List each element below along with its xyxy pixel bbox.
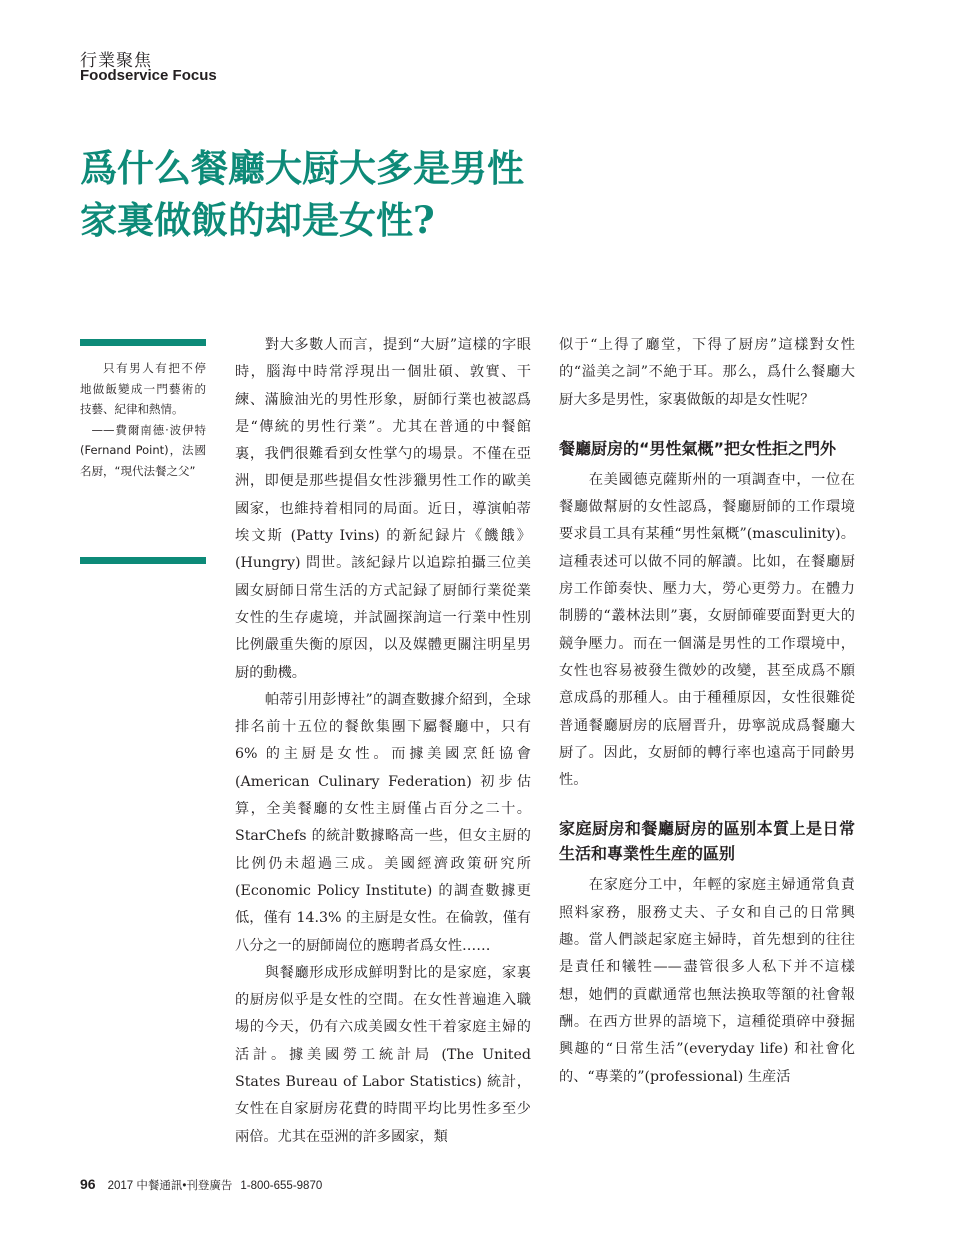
pull-quote-attribution: ——費爾南德·波伊特 (Fernand Point)，法國名厨，“現代法餐之父” [80,422,206,478]
title-line-1: 爲什么餐廳大厨大多是男性 [80,146,524,190]
paragraph: 在家庭分工中，年輕的家庭主婦通常負責照料家務，服務丈夫、子女和自己的日常興趣。當人們談起家庭主婦時，首先想到的往往是責任和犧牲——盡管很多人私下并不這樣想，她們的貢獻通常也無法换取等額的社會報酬。在西方世界的語境下，這種從瑣碎中發掘興趣的“日常生活”(everyday life) 和社會化的、“專業的”(professional) 生産活 [559,877,855,1085]
article-column-2 [559,332,855,1091]
pull-quote-text: 只有男人有把不停地做飯變成一門藝術的技藝、紀律和熱情。 [80,361,206,416]
section-heading: 家庭厨房和餐廳厨房的區别本質上是日常生活和專業性生産的區别 [559,819,855,864]
page-footer [80,1176,322,1193]
section-label-chinese: 行業聚焦 [80,51,152,71]
paragraph: 與餐廳形成形成鮮明對比的是家庭，家裏的厨房似乎是女性的空間。在女性普遍進入職場的今天，仍有六成美國女性干着家庭主婦的活計。據美國勞工統計局 (The United States Bureau of Labor Statistics) 統計，女性在自家厨房花費的時間平均比男性多至少兩倍。尤其在亞洲的許多國家，類 [235,964,531,1145]
paragraph: 對大多數人而言，提到“大厨”這樣的字眼時，腦海中時常浮現出一個壯碩、敦實、干練、滿臉油光的男性形象，厨師行業也被認爲是“傳統的男性行業”。尤其在普通的中餐館裏，我們很難看到女性掌勺的場景。不僅在亞洲，即便是那些提倡女性涉獵男性工作的歐美國家，也維持着相同的局面。近日，導演帕蒂 埃文斯 (Patty Ivins) 的新紀録片《饑餓》(Hungry) 問世。該紀録片以追踪拍攝三位美國女厨師日常生活的方式記録了厨師行業從業女性的生存處境，并試圖探詢這一行業中性別比例嚴重失衡的原因，以及媒體更關注明星男厨的動機。 [235,337,531,681]
page-number: 96 [80,1176,96,1192]
title-line-2: 家裏做飯的却是女性? [80,198,435,242]
article-column-1 [235,332,531,1151]
paragraph-continued: 似于“上得了廳堂，下得了厨房”這樣對女性的“溢美之詞”不絶于耳。那么，爲什么餐廳大厨大多是男性，家裏做飯的却是女性呢？ [559,337,855,408]
section-heading: 餐廳厨房的“男性氣概”把女性拒之門外 [559,438,837,458]
pull-quote-bottom-rule [80,557,206,564]
article-title [80,142,700,246]
pull-quote [80,358,206,481]
pull-quote-top-rule [80,339,206,346]
publication-name: 2017 中餐通訊•刊登廣告 [107,1180,233,1192]
paragraph: 帕蒂引用彭博社”的調查數據介紹到，全球排名前十五位的餐飲集團下屬餐廳中，只有 6% 的主厨是女性。而據美國烹飪協會 (American Culinary Federation) 初步估算，全美餐廳的女性主厨僅占百分之二十。StarChefs 的統計數據略高一些，但女主厨的比例仍未超過三成。美國經濟政策研究所 (Economic Policy Institute) 的調查數據更低，僅有 14.3% 的主厨是女性。在倫敦，僅有八分之一的厨師崗位的應聘者爲女性…… [235,691,531,954]
phone-number: 1-800-655-9870 [240,1180,323,1192]
paragraph: 在美國德克薩斯州的一項調查中，一位在餐廳做幫厨的女性認爲，餐廳厨師的工作環境要求員工具有某種“男性氣概”(masculinity)。這種表述可以做不同的解讀。比如，在餐廳厨房工作節奏快、壓力大，勞心更勞力。在體力制勝的“叢林法則”裏，女厨師確要面對更大的競争壓力。而在一個滿是男性的工作環境中，女性也容易被發生微妙的改變，甚至成爲不願意成爲的那種人。由于種種原因，女性很難從普通餐廳厨房的底層晋升，毋寧説成爲餐廳大厨了。因此，女厨師的轉行率也遠高于同齡男性。 [559,471,855,789]
section-label-english: Foodservice Focus [80,67,217,84]
